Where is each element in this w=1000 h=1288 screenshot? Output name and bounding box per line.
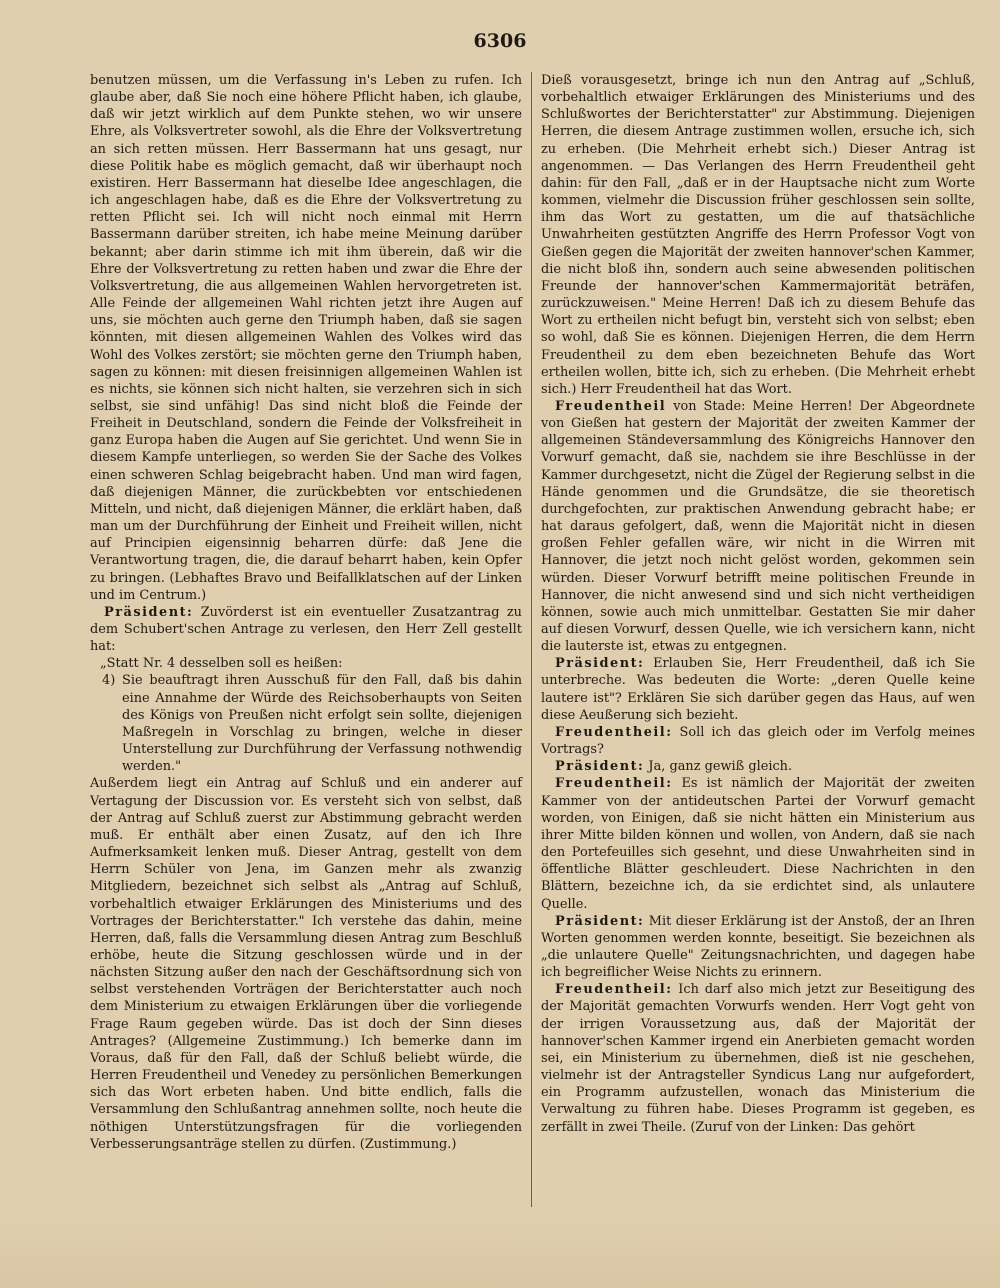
- right-paragraph-8: [541, 981, 975, 1135]
- left-paragraph-3: Außerdem liegt ein Antrag auf Schluß und ein anderer auf Vertagung der Discussion vor. Es versteht sich von selbst, daß der Antrag auf Schluß zuerst zur Abstimmung gebracht werden muß. Er enthält aber einen Zusatz, auf den ich Ihre Aufmerksamkeit lenken muß. Dieser Antrag, gestellt von dem Herrn Schüler von Jena, im Ganzen mehr als zwanzig Mitgliedern, bezeichnet sich selbst als „Antrag auf Schluß, vorbehaltlich etwaiger Erklärungen des Ministeriums und des Vortrages der Berichterstatter." Ich verstehe das dahin, meine Herren, daß, falls die Versammlung diesen Antrag zum Beschluß erhöbe, heute die Sitzung geschlossen würde und in der nächsten Sitzung außer den nach der Geschäftsordnung sich von selbst verstehenden Vorträgen der Berichterstatter auch noch dem Ministerium zu etwaigen Erklärungen über die vorliegende Frage Raum gegeben würde. Das ist doch der Sinn dieses Antrages? (Allgemeine Zustimmung.) Ich bemerke dann im Voraus, daß für den Fall, daß der Schluß beliebt würde, die Herren Freudentheil und Venedey zu persönlichen Bemerkungen sich das Wort erbeten haben. Und bitte endlich, falls die Versammlung den Schlußantrag annehmen sollte, noch heute die nöthigen Unterstützungsfragen für die vorliegenden Verbesserungsanträge stellen zu dürfen. (Zustimmung.): [90, 776, 522, 1152]
- left-paragraph-2: [90, 604, 522, 655]
- left-column: [90, 72, 522, 1153]
- speaker-praesident: Präsident:: [555, 913, 645, 929]
- quote-item: 4) Sie beauftragt ihren Ausschuß für den Fall, daß bis dahin eine Annahme der Würde des Reichsoberhaupts von Seiten des Königs von Preußen nicht erfolgt sein sollte, diejenigen Maßregeln in Vorschlag zu bringen, welche in dieser Unterstellung zur Durchführung der Verfassung nothwendig werden.": [102, 673, 522, 775]
- speaker-freudentheil: Freudentheil:: [555, 724, 673, 740]
- right-paragraph-4-text: Soll ich das gleich oder im Verfolg meines Vortrags?: [541, 724, 975, 758]
- quote-intro: „Statt Nr. 4 desselben soll es heißen:: [100, 656, 343, 672]
- left-paragraph-2-text: Zuvörderst ist ein eventueller Zusatzantrag zu dem Schubert'schen Antrage zu verlesen, den Herr Zell gestellt hat:: [90, 604, 522, 655]
- right-paragraph-5-text: Ja, ganz gewiß gleich.: [648, 759, 793, 775]
- right-paragraph-7: [541, 913, 975, 982]
- right-paragraph-2-text: von Stade: Meine Herren! Der Abgeordnete von Gießen hat gestern der Majorität der zweiten Kammer der allgemeinen Ständeversammlung des Königreichs Hannover den Vorwurf gemacht, daß sie, nachdem sie ihre Beschlüsse in der Kammer durchgesetzt, nicht die Zügel der Regierung selbst in die Hände genommen und die Grundsätze, die sie theoretisch durchgefochten, zur praktischen Anwendung gebracht habe; er hat daraus gefolgert, daß, wenn die Majorität nicht in diesen großen Fehler gefallen wäre, wir nicht in die Wirren mit Hannover, die jetzt noch nicht gelöst worden, gekommen sein würden. Dieser Vorwurf betrifft meine politischen Freunde in Hannover, die nicht anwesend sind und sich nicht vertheidigen können, sowie auch mich unmittelbar. Gestatten Sie mir daher auf diesen Vorwurf, dessen Quelle, wie ich versichern kann, nicht die lauterste ist, etwas zu entgegnen.: [541, 398, 975, 655]
- right-paragraph-6: [541, 775, 975, 912]
- right-paragraph-5: [541, 758, 975, 775]
- right-paragraph-4: [541, 724, 975, 758]
- speaker-freudentheil: Freudentheil:: [555, 776, 673, 792]
- right-paragraph-3: [541, 655, 975, 724]
- page-bottom-shade: [0, 1218, 1000, 1288]
- speaker-freudentheil: Freudentheil: [555, 398, 667, 414]
- right-paragraph-2: [541, 398, 975, 655]
- speaker-praesident: Präsident:: [104, 604, 194, 620]
- right-column: [541, 72, 975, 1136]
- right-paragraph-7-text: Mit dieser Erklärung ist der Anstoß, der an Ihren Worten genommen werden konnte, beseitigt. Sie bezeichnen als „die unlautere Quelle" Zeitungsnachrichten, und dagegen habe ich begreiflicher Weise Nichts zu erinnern.: [541, 913, 975, 981]
- right-paragraph-6-text: Es ist nämlich der Majorität der zweiten Kammer von der antideutschen Partei der Vorwurf gemacht worden, von Einigen, daß sie nicht hätten ein Ministerium aus ihrer Mitte bilden können und wollen, von Andern, daß sie nach den Portefeuilles sich gesehnt, und diese Unwahrheiten sind in öffentliche Blätter geschleudert. Diese Nachrichten in den Blättern, bezeichne ich, da sie erdichtet sind, als unlautere Quelle.: [541, 776, 975, 912]
- column-divider: [531, 72, 532, 1207]
- right-paragraph-8-text: Ich darf also mich jetzt zur Beseitigung des der Majorität gemachten Vorwurfs wenden. Herr Vogt geht von der irrigen Voraussetzung aus, daß der Majorität der hannover'schen Kammer irgend ein Anerbieten gemacht worden sei, ein Ministerium zu übernehmen, dieß ist nie geschehen, vielmehr ist der Antragsteller Syndicus Lang nur aufgefordert, ein Programm aufzustellen, wonach das Ministerium die Verwaltung zu führen habe. Dieses Programm ist gegeben, es zerfällt in zwei Theile. (Zuruf von der Linken: Das gehört: [541, 982, 975, 1135]
- left-paragraph-1: benutzen müssen, um die Verfassung in's Leben zu rufen. Ich glaube aber, daß Sie noch eine höhere Pflicht haben, ich glaube, daß wir jetzt wirklich auf dem Punkte stehen, wo wir unsere Ehre, als Volksvertreter sowohl, als die Ehre der Volksvertretung an sich retten müssen. Herr Bassermann hat uns gesagt, nur diese Politik habe es möglich gemacht, daß wir überhaupt noch existiren. Herr Bassermann hat dieselbe Idee angeschlagen, die ich angeschlagen habe, daß es die Ehre der Volksvertretung zu retten Pflicht sei. Ich will nicht noch einmal mit Herrn Bassermann darüber streiten, ich habe meine Meinung darüber bekannt; aber darin stimme ich mit ihm überein, daß wir die Ehre der Volksvertretung zu retten haben und zwar die Ehre der Volksvertretung, die aus allgemeinen Wahlen hervorgetreten ist. Alle Feinde der allgemeinen Wahl richten jetzt ihre Augen auf uns, sie möchten auch gerne den Triumph haben, daß sie sagen könnten, mit diesen allgemeinen Wahlen des Volkes wird das Wohl des Volkes zerstört; sie möchten gerne den Triumph haben, sagen zu können: mit diesen freisinnigen allgemeinen Wahlen ist es nichts, sie können sich nicht halten, sie verzehren sich in sich selbst, sie sind unfähig! Das sind nicht bloß die Feinde der Freiheit in Deutschland, sondern die Feinde der Volksfreiheit in ganz Europa haben die Augen auf Sie gerichtet. Und wenn Sie in diesem Kampfe unterliegen, so werden Sie der Sache des Volkes einen schweren Schlag beigebracht haben. Und man wird fagen, daß diejenigen Männer, die zurückbebten vor entschiedenen Mitteln, und nicht, daß diejenigen Männer, die erklärt haben, daß man um der Durchführung der Einheit und Freiheit willen, nicht auf Principien eigensinnig beharren dürfe: daß Jene die Verantwortung tragen, die, die darauf beharrt haben, kein Opfer zu bringen. (Lebhaftes Bravo und Beifallklatschen auf der Linken und im Centrum.): [90, 73, 522, 603]
- speaker-freudentheil: Freudentheil:: [555, 982, 673, 998]
- speaker-praesident: Präsident:: [555, 656, 645, 672]
- right-paragraph-3-text: Erlauben Sie, Herr Freudentheil, daß ich Sie unterbreche. Was bedeuten die Worte: „deren Quelle keine lautere ist"? Erklären Sie sich darüber gegen das Haus, auf wen diese Aeußerung sich bezieht.: [541, 656, 975, 723]
- right-paragraph-1: Dieß vorausgesetzt, bringe ich nun den Antrag auf „Schluß, vorbehaltlich etwaiger Erklärungen des Ministeriums und des Schlußwortes der Berichterstatter" zur Abstimmung. Diejenigen Herren, die diesem Antrage zustimmen wollen, ersuche ich, sich zu erheben. (Die Mehrheit erhebt sich.) Dieser Antrag ist angenommen. — Das Verlangen des Herrn Freudentheil geht dahin: für den Fall, „daß er in der Hauptsache nicht zum Worte kommen, vielmehr die Discussion früher geschlossen sein sollte, ihm das Wort zu gestatten, um die auf thatsächliche Unwahrheiten gestützten Angriffe des Herrn Professor Vogt von Gießen gegen die Majorität der zweiten hannover'schen Kammer, die nicht bloß ihn, sondern auch seine abwesenden politischen Freunde der hannover'schen Kammermajorität beträfen, zurückzuweisen." Meine Herren! Daß ich zu diesem Behufe das Wort zu ertheilen nicht befugt bin, versteht sich von selbst; eben so wohl, daß Sie es können. Diejenigen Herren, die dem Herrn Freudentheil zu dem eben bezeichneten Behufe das Wort ertheilen wollen, bitte ich, sich zu erheben. (Die Mehrheit erhebt sich.) Herr Freudentheil hat das Wort.: [541, 73, 975, 397]
- page-number: 6306: [473, 30, 527, 52]
- speaker-praesident: Präsident:: [555, 759, 645, 775]
